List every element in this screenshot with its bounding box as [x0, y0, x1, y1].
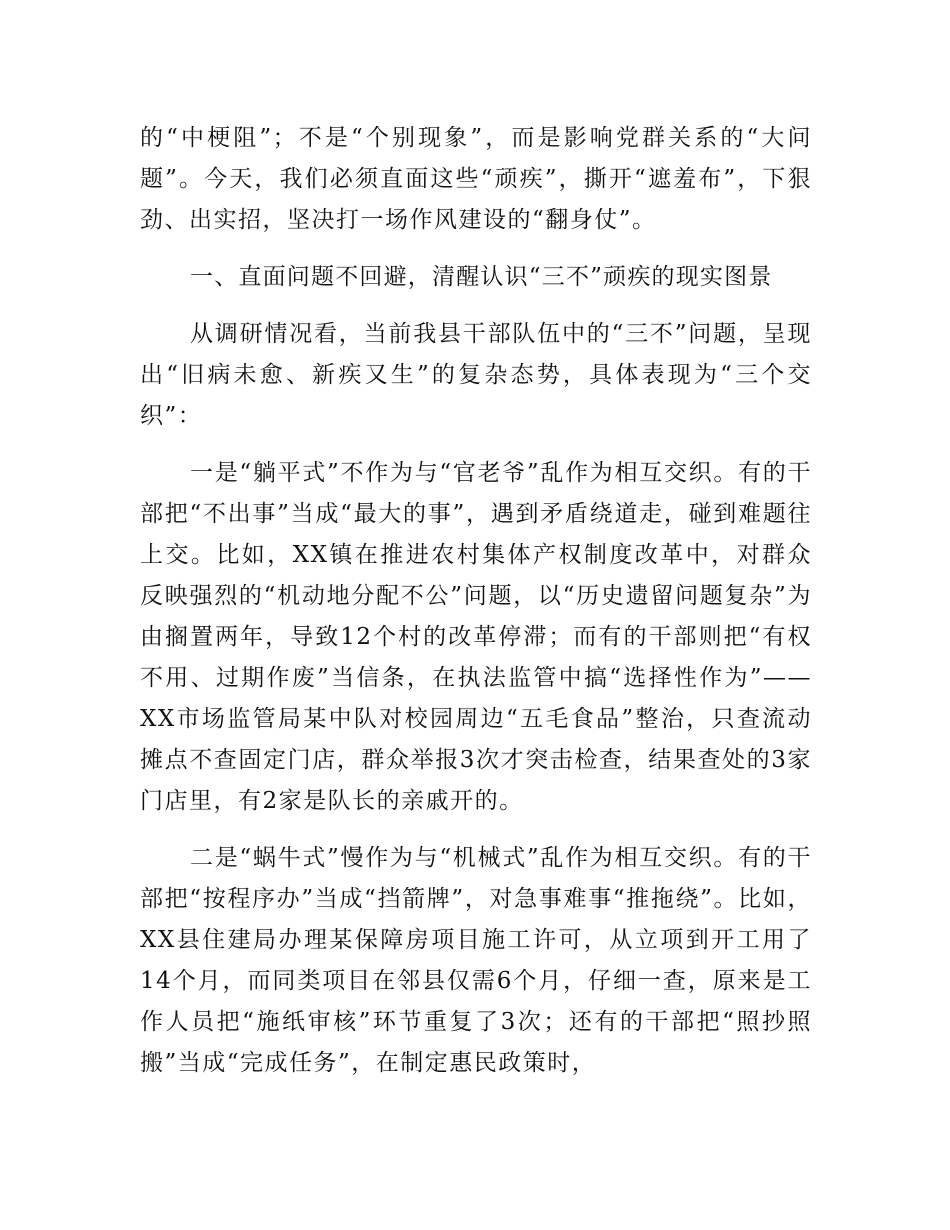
- paragraph-point-two: 二是“蜗牛式”慢作为与“机械式”乱作为相互交织。有的干部把“按程序办”当成“挡箭牌”，对急事难事“推拖绕”。比如，XX县住建局办理某保障房项目施工许可，从立项到开工用了14个月，而同类项目在邻县仅需6个月，仔细一查，原来是工作人员把“施纸审核”环节重复了3次；还有的干部把“照抄照搬”当成“完成任务”，在制定惠民政策时，: [140, 845, 812, 1076]
- paragraph-point-one: 一是“躺平式”不作为与“官老爷”乱作为相互交织。有的干部把“不出事”当成“最大的事”，遇到矛盾绕道走，碰到难题往上交。比如，XX镇在推进农村集体产权制度改革中，对群众反映强烈的“机动地分配不公”问题，以“历史遗留问题复杂”为由搁置两年，导致12个村的改革停滞；而有的干部则把“有权不用、过期作废”当信条，在执法监管中搞“选择性作为”——XX市场监管局某中队对校园周边“五毛食品”整治，只查流动摊点不查固定门店，群众举报3次才突击检查，结果查处的3家门店里，有2家是队长的亲戚开的。: [140, 460, 812, 814]
- section-heading: 一、直面问题不回避，清醒认识“三不”顽疾的现实图景: [190, 264, 773, 290]
- paragraph-continuation: 的“中梗阻”；不是“个别现象”，而是影响党群关系的“大问题”。今天，我们必须直面这些“顽疾”，撕开“遮羞布”，下狠劲、出实招，坚决打一场作风建设的“翻身仗”。: [140, 125, 812, 233]
- document-body: [140, 118, 812, 1084]
- paragraph-research-overview: 从调研情况看，当前我县干部队伍中的“三不”问题，呈现出“旧病未愈、新疾又生”的复杂态势，具体表现为“三个交织”：: [140, 321, 812, 429]
